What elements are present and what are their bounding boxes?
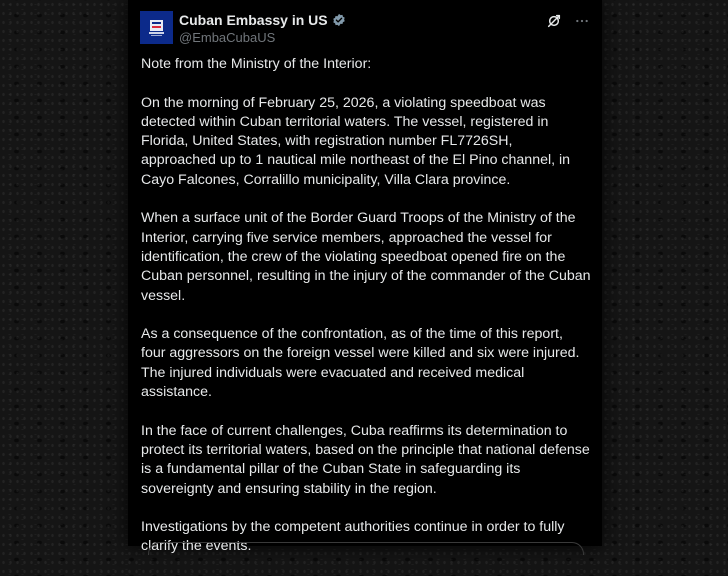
- post-media-edge: [148, 542, 584, 555]
- grok-icon[interactable]: [546, 13, 562, 34]
- post-header: [140, 11, 590, 45]
- post-actions: [546, 13, 590, 34]
- author-names: [179, 11, 346, 46]
- post-paragraph: In the face of current challenges, Cuba reaffirms its determination to protect its territorial waters, based on the principle that national defense is a fundamental pillar of the Cuban State in safeguarding its sovereignty and ensuring stability in the region.: [141, 422, 590, 497]
- post-card[interactable]: [128, 0, 602, 555]
- post-paragraph: Investigations by the competent authorities continue in order to fully clarify the events.: [141, 519, 565, 555]
- post-paragraph: On the morning of February 25, 2026, a violating speedboat was detected within Cuban territorial waters. The vessel, registered in Florida, United States, with registration number FL7726SH, approached up to 1 nautical mile northeast of the El Pino channel, in Cayo Falcones, Corralillo municipality, Villa Clara province.: [141, 94, 571, 188]
- embassy-logo-icon[interactable]: [140, 11, 173, 44]
- post-paragraph: When a surface unit of the Border Guard Troops of the Ministry of the Interior, carrying five service members, approached the vessel for identification, the crew of the violating speedboat opened fire on the Cuban personnel, resulting in the injury of the commander of the Cuban vessel.: [141, 210, 591, 304]
- author-display-name[interactable]: Cuban Embassy in US: [179, 12, 328, 28]
- verified-badge-icon[interactable]: [332, 13, 346, 27]
- post-text: [141, 55, 591, 576]
- post-paragraph: As a consequence of the confrontation, as of the time of this report, four aggressors on the foreign vessel were killed and six were injured. The injured individuals were evacuated and received medical assistance.: [141, 326, 580, 401]
- post-paragraph: Note from the Ministry of the Interior:: [141, 56, 372, 72]
- author-handle[interactable]: @EmbaCubaUS: [179, 30, 276, 45]
- more-options-icon[interactable]: [574, 13, 590, 34]
